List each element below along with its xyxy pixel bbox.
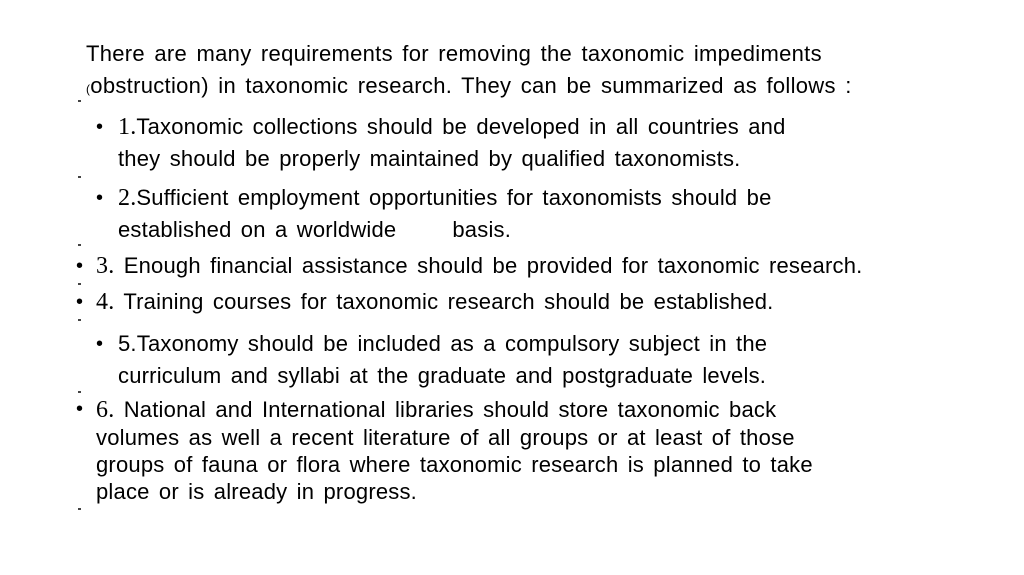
- item-number: 2.: [118, 185, 137, 211]
- list-item-4: [76, 286, 996, 318]
- list-item-3: [76, 250, 996, 282]
- item-number: 4.: [96, 289, 115, 315]
- intro-paragraph: [86, 38, 936, 105]
- list-item-3-line-1: [96, 250, 996, 282]
- list-item-6: [76, 396, 926, 505]
- item-text: established on a worldwide: [118, 217, 397, 242]
- item-text: National and International libraries should store taxonomic back: [114, 397, 777, 422]
- item-number: 5.: [118, 331, 137, 356]
- item-text: Taxonomy should be included as a compulsory subject in the: [136, 331, 768, 356]
- list-item-5-line-2: curriculum and syllabi at the graduate and postgraduate levels.: [118, 363, 767, 388]
- margin-mark: [78, 391, 81, 393]
- item-text: Enough financial assistance should be provided for taxonomic research.: [114, 253, 863, 278]
- list-item-5: [96, 328, 938, 392]
- item-text: basis.: [452, 217, 512, 242]
- margin-mark: [78, 508, 81, 510]
- list-item-4-line-1: [96, 286, 996, 318]
- list-item-1-line-1: [118, 111, 938, 143]
- bullet-icon: •: [76, 291, 84, 313]
- margin-mark: [78, 176, 81, 178]
- margin-mark: [78, 283, 81, 285]
- bullet-icon: •: [96, 116, 104, 138]
- item-number: 1.: [118, 114, 137, 140]
- bullet-icon: •: [76, 255, 84, 277]
- list-item-6-line-4: place or is already in progress.: [96, 479, 417, 504]
- intro-line-1: There are many requirements for removing the taxonomic impediments: [86, 41, 822, 66]
- list-item-2-line-1: [118, 182, 938, 214]
- list-item-1-line-2: they should be properly maintained by qualified taxonomists.: [118, 146, 741, 171]
- list-item-1: [96, 111, 938, 175]
- list-item-6-line-1: [96, 396, 926, 424]
- list-item-6-line-2: volumes as well a recent literature of all groups or at least of those: [96, 425, 795, 450]
- intro-paren: (: [86, 82, 91, 96]
- intro-line-2: [86, 70, 936, 105]
- intro-line-2-text: obstruction) in taxonomic research. They can be summarized as follows :: [90, 73, 852, 98]
- bullet-icon: •: [76, 398, 84, 420]
- bullet-icon: •: [96, 187, 104, 209]
- item-number: 3.: [96, 253, 115, 279]
- bullet-icon: •: [96, 333, 104, 355]
- item-text: Training courses for taxonomic research should be established.: [114, 289, 774, 314]
- margin-mark: [78, 244, 81, 246]
- list-item-6-line-3: groups of fauna or flora where taxonomic research is planned to take: [96, 452, 813, 477]
- list-item-2: [96, 182, 938, 246]
- list-item-5-line-1: [118, 328, 938, 360]
- margin-mark: [78, 319, 81, 321]
- item-text: Taxonomic collections should be developed in all countries and: [136, 114, 786, 139]
- list-item-2-line-2: [118, 214, 938, 246]
- item-number: 6.: [96, 397, 115, 423]
- margin-mark: [78, 100, 81, 102]
- item-text: Sufficient employment opportunities for taxonomists should be: [136, 185, 772, 210]
